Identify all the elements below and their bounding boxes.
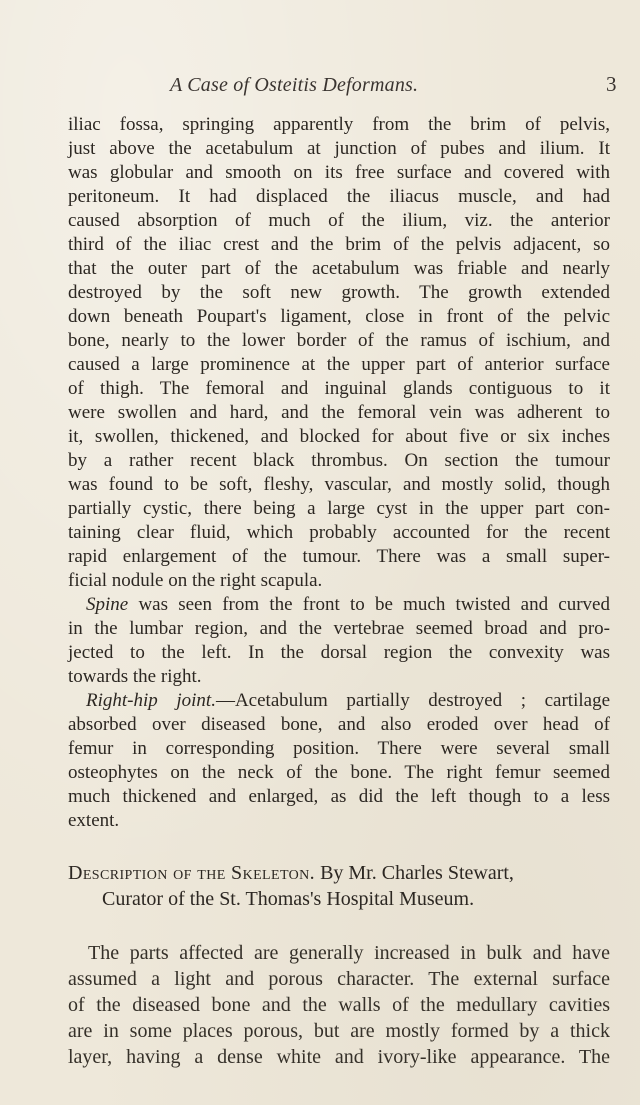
spine-heading: Spine xyxy=(86,594,129,615)
text-line: assumed a light and porous character. The external surface xyxy=(68,968,610,990)
byline: By Mr. Charles Stewart, xyxy=(315,862,514,884)
text-line xyxy=(86,690,610,712)
text-line: bone, nearly to the lower border of the ramus of ischium, and xyxy=(68,330,610,351)
text-line: caused absorption of much of the ilium, viz. the anterior xyxy=(68,210,610,231)
right-hip-text: —Acetabulum partially destroyed ; cartilage xyxy=(215,690,610,711)
text-line: by a rather recent black thrombus. On section the tumour xyxy=(68,450,610,471)
text-line: just above the acetabulum at junction of pubes and ilium. It xyxy=(68,138,610,159)
text-line: jected to the left. In the dorsal region the convexity was xyxy=(68,642,610,663)
text-line: in the lumbar region, and the vertebrae seemed broad and pro- xyxy=(68,618,610,639)
text-line: of thigh. The femoral and inguinal glands contiguous to it xyxy=(68,378,610,399)
text-line: partially cystic, there being a large cyst in the upper part con- xyxy=(68,498,610,519)
text-line: was globular and smooth on its free surface and covered with xyxy=(68,162,610,183)
right-hip-heading: Right-hip joint. xyxy=(86,690,216,711)
text-line: of the diseased bone and the walls of the medullary cavities xyxy=(68,994,610,1016)
text-line: much thickened and enlarged, as did the left though to a less xyxy=(68,786,610,807)
text-line: The parts affected are generally increased in bulk and have xyxy=(88,942,610,964)
text-line: destroyed by the soft new growth. The growth extended xyxy=(68,282,610,303)
description-heading-line xyxy=(68,862,514,884)
spine-text: was seen from the front to be much twisted and curved xyxy=(128,594,610,615)
text-line: that the outer part of the acetabulum was friable and nearly xyxy=(68,258,610,279)
text-line: are in some places porous, but are mostly formed by a thick xyxy=(68,1020,610,1042)
running-title: A Case of Osteitis Deformans. xyxy=(170,74,419,96)
text-line: towards the right. xyxy=(68,666,202,687)
text-line: extent. xyxy=(68,810,120,831)
curator-line: Curator of the St. Thomas's Hospital Museum. xyxy=(102,888,475,910)
text-line xyxy=(86,594,610,616)
text-line: taining clear fluid, which probably accounted for the recent xyxy=(68,522,610,543)
text-line: iliac fossa, springing apparently from the brim of pelvis, xyxy=(68,114,610,135)
text-line: third of the iliac crest and the brim of the pelvis adjacent, so xyxy=(68,234,610,255)
text-line: were swollen and hard, and the femoral vein was adherent to xyxy=(68,402,610,423)
text-line: peritoneum. It had displaced the iliacus muscle, and had xyxy=(68,186,610,207)
text-line: rapid enlargement of the tumour. There was a small super- xyxy=(68,546,610,567)
page-number: 3 xyxy=(606,72,617,96)
text-line: ficial nodule on the right scapula. xyxy=(68,570,323,591)
description-heading: Description of the Skeleton. xyxy=(68,862,316,884)
text-line: femur in corresponding position. There were several small xyxy=(68,738,610,759)
text-line: it, swollen, thickened, and blocked for about five or six inches xyxy=(68,426,610,447)
text-line: layer, having a dense white and ivory-like appearance. The xyxy=(68,1046,610,1068)
text-line: caused a large prominence at the upper part of anterior surface xyxy=(68,354,610,375)
text-line: osteophytes on the neck of the bone. The right femur seemed xyxy=(68,762,610,783)
text-line: down beneath Poupart's ligament, close in front of the pelvic xyxy=(68,306,610,327)
text-line: was found to be soft, fleshy, vascular, and mostly solid, though xyxy=(68,474,610,495)
text-line: absorbed over diseased bone, and also eroded over head of xyxy=(68,714,610,735)
